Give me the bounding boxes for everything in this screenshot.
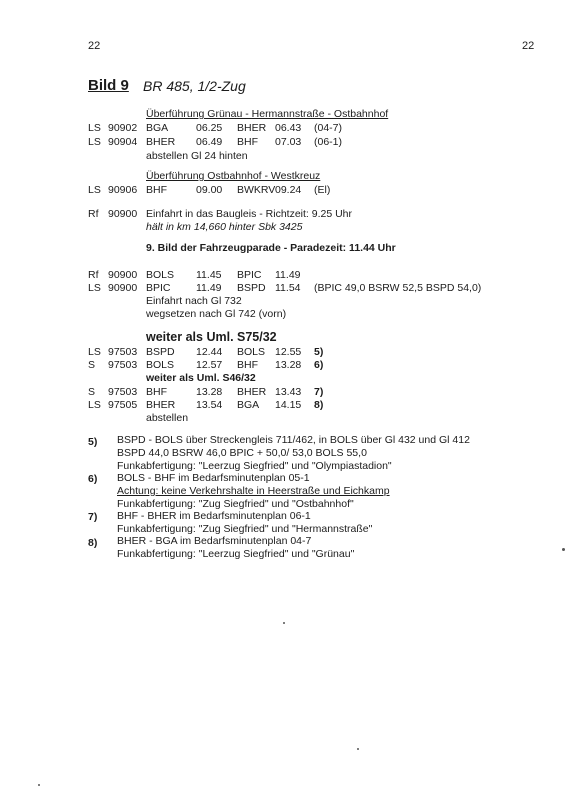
row-to: BOLS: [237, 346, 266, 358]
row-type: LS: [88, 399, 101, 411]
scan-speck: [283, 622, 285, 624]
footnote-line: Funkabfertigung: "Zug Siegfried" und "Ostbahnhof": [117, 498, 354, 510]
row-number: 97503: [108, 359, 138, 371]
row-time-arr: 09.24: [275, 184, 302, 196]
row-footnote-ref: 8): [314, 399, 324, 411]
row-type: LS: [88, 122, 101, 134]
row-note: (BPIC 49,0 BSRW 52,5 BSPD 54,0): [314, 282, 482, 294]
row-time-arr: 06.43: [275, 122, 302, 134]
scan-speck: [357, 748, 359, 750]
footnote-line: BHER - BGA im Bedarfsminutenplan 04-7: [117, 535, 312, 547]
row-from: BOLS: [146, 359, 175, 371]
row-number: 90900: [108, 208, 138, 220]
footnote-line: Funkabfertigung: "Leerzug Siegfried" und "Grünau": [117, 548, 355, 560]
row-from: BOLS: [146, 269, 175, 281]
row-to: BWKRV: [237, 184, 276, 196]
row-time-dep: 06.49: [196, 136, 223, 148]
row-time-dep: 12.57: [196, 359, 223, 371]
row-to: BHF: [237, 136, 258, 148]
footnote-line: BSPD - BOLS über Streckengleis 711/462, in BOLS über Gl 432 und Gl 412: [117, 434, 470, 446]
row-to: BHF: [237, 359, 258, 371]
row-from: BHER: [146, 399, 176, 411]
footnote-line: Funkabfertigung: "Leerzug Siegfried" und "Olympiastadion": [117, 460, 392, 472]
footnote-line: Achtung: keine Verkehrshalte in Heerstraße und Eichkamp: [117, 485, 390, 497]
row-time-dep: 13.54: [196, 399, 223, 411]
footnote-mark: 6): [88, 473, 98, 485]
row-time-dep: 12.44: [196, 346, 223, 358]
row-to: BHER: [237, 122, 267, 134]
row-time-dep: 11.49: [196, 282, 222, 294]
section1-heading: Überführung Grünau - Hermannstraße - Ostbahnhof: [146, 108, 389, 120]
row-number: 90904: [108, 136, 138, 148]
page-number-right: 22: [522, 40, 535, 52]
scan-speck: [562, 548, 565, 551]
section5-heading2: weiter als Uml. S46/32: [146, 372, 256, 384]
row-number: 90902: [108, 122, 138, 134]
row-time-arr: 07.03: [275, 136, 302, 148]
row-from: BHER: [146, 136, 176, 148]
section4-line: wegsetzen nach Gl 742 (vorn): [146, 308, 287, 320]
row-note: (04-7): [314, 122, 343, 134]
row-note: (El): [314, 184, 331, 196]
row-number: 90900: [108, 269, 138, 281]
row-time-dep: 11.45: [196, 269, 222, 281]
row-footnote-ref: 6): [314, 359, 324, 371]
section3-note: hält in km 14,660 hinter Sbk 3425: [146, 221, 303, 233]
row-to: BSPD: [237, 282, 266, 294]
footnote-mark: 8): [88, 537, 98, 549]
row-type: S: [88, 386, 96, 398]
row-number: 97503: [108, 386, 138, 398]
section5-after: abstellen: [146, 412, 189, 424]
footnote-line: BHF - BHER im Bedarfsminutenplan 06-1: [117, 510, 311, 522]
row-from: BHF: [146, 184, 167, 196]
footnote-line: BOLS - BHF im Bedarfsminutenplan 05-1: [117, 472, 310, 484]
row-to: BPIC: [237, 269, 262, 281]
footnote-line: BSPD 44,0 BSRW 46,0 BPIC + 50,0/ 53,0 BOLS 55,0: [117, 447, 367, 459]
section4-line: Einfahrt nach Gl 732: [146, 295, 242, 307]
row-number: 97503: [108, 346, 138, 358]
row-from: BSPD: [146, 346, 175, 358]
row-type: LS: [88, 184, 101, 196]
section2-heading: Überführung Ostbahnhof - Westkreuz: [146, 170, 321, 182]
row-to: BGA: [237, 399, 260, 411]
train-subtitle: BR 485, 1/2-Zug: [143, 78, 246, 94]
footnote-line: Funkabfertigung: "Zug Siegfried" und "Hermannstraße": [117, 523, 373, 535]
parade-heading: 9. Bild der Fahrzeugparade - Paradezeit: 11.44 Uhr: [146, 242, 396, 254]
row-time-arr: 11.54: [275, 282, 301, 294]
row-type: LS: [88, 282, 101, 294]
row-note: (06-1): [314, 136, 343, 148]
row-number: 97505: [108, 399, 138, 411]
footnote-mark: 5): [88, 436, 98, 448]
row-type: Rf: [88, 208, 99, 220]
row-text: Einfahrt in das Baugleis - Richtzeit: 9.25 Uhr: [146, 208, 353, 220]
scan-speck: [38, 784, 40, 786]
section5-heading: weiter als Uml. S75/32: [146, 330, 277, 344]
row-time-dep: 09.00: [196, 184, 223, 196]
row-time-arr: 13.28: [275, 359, 302, 371]
row-number: 90906: [108, 184, 138, 196]
row-type: LS: [88, 136, 101, 148]
row-from: BHF: [146, 386, 167, 398]
row-time-arr: 11.49: [275, 269, 301, 281]
row-time-arr: 14.15: [275, 399, 302, 411]
page-number-left: 22: [88, 40, 101, 52]
row-time-arr: 12.55: [275, 346, 302, 358]
row-type: Rf: [88, 269, 99, 281]
row-to: BHER: [237, 386, 267, 398]
bild-title: Bild 9: [88, 77, 129, 94]
row-time-arr: 13.43: [275, 386, 302, 398]
row-from: BGA: [146, 122, 169, 134]
row-time-dep: 13.28: [196, 386, 223, 398]
row-footnote-ref: 7): [314, 386, 324, 398]
row-type: S: [88, 359, 96, 371]
row-type: LS: [88, 346, 101, 358]
footnote-mark: 7): [88, 511, 98, 523]
row-footnote-ref: 5): [314, 346, 324, 358]
row-number: 90900: [108, 282, 138, 294]
row-time-dep: 06.25: [196, 122, 223, 134]
section1-after: abstellen Gl 24 hinten: [146, 150, 248, 162]
row-from: BPIC: [146, 282, 171, 294]
